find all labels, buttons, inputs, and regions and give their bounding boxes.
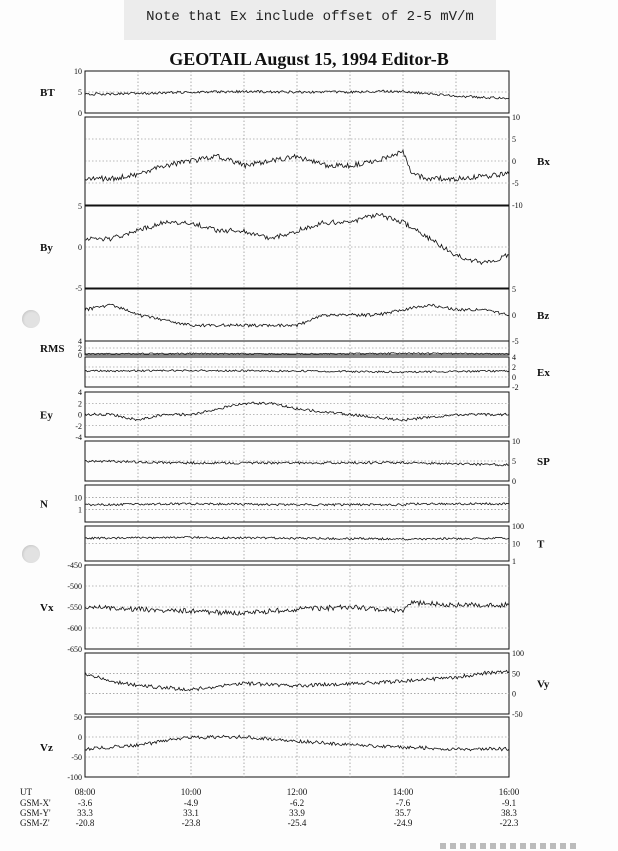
tick-label: 4 [78,388,82,397]
gsm-coordinate-value: 33.3 [77,808,93,818]
tick-label: 50 [512,669,520,679]
panel-label: By [40,242,53,254]
tick-label: 5 [78,202,82,211]
panel-vz [40,713,509,782]
time-tick-label: 14:00 [392,787,414,797]
panel-bx [85,113,550,210]
panel-label: Vy [537,678,550,691]
tick-label: -5 [512,179,519,188]
tick-label: -50 [71,753,82,762]
axis-row-label: GSM-Y' [20,808,51,818]
tick-label: -2 [75,421,82,431]
gsm-coordinate-value: 35.7 [395,808,411,818]
series-line-bt [85,90,509,99]
tick-label: 0 [78,733,82,742]
panel-label: SP [537,456,550,468]
series-line-ey [85,402,509,421]
panel-bz [85,285,549,346]
tick-label: -500 [67,582,82,591]
time-tick-label: 16:00 [498,787,520,797]
tick-label: 2 [78,399,82,409]
note-text: Note that Ex include offset of 2-5 mV/m [146,9,474,25]
tick-label: 2 [78,344,82,353]
tick-label: -5 [512,337,519,346]
panel-sp [85,437,550,486]
axis-row-label: UT [20,787,32,797]
panel-label: T [537,538,545,551]
tick-label: 0 [78,243,82,252]
panel-bt [40,67,509,118]
tick-label: 0 [78,410,82,420]
panel-label: Vx [40,602,54,614]
tick-label: 10 [512,437,520,446]
panel-vx [40,561,509,654]
panel-ex [85,353,550,392]
tick-label: 1 [512,557,516,566]
page-title: GEOTAIL August 15, 1994 Editor-B [169,49,449,69]
tick-label: 1 [78,505,82,515]
panel-label: N [40,498,48,511]
axis-row-label: GSM-Z' [20,818,50,828]
tick-label: 10 [74,493,82,503]
footer-stamp [440,843,580,849]
tick-label: 100 [512,522,524,531]
panel-label: RMS [40,343,65,355]
tick-label: 100 [512,649,524,658]
panel-vy [85,649,550,719]
tick-label: 0 [512,157,516,166]
tick-label: 5 [512,285,516,294]
tick-label: -4 [75,433,82,442]
gsm-coordinate-value: -20.8 [75,818,95,828]
tick-label: -50 [512,710,523,719]
tick-label: 0 [78,109,82,118]
gsm-coordinate-value: -4.9 [183,798,199,808]
time-tick-label: 10:00 [180,787,202,797]
gsm-coordinate-value: -6.2 [289,798,305,808]
panel-n [40,485,509,522]
panel-ey [40,388,509,442]
tick-label: -450 [67,561,82,570]
tick-label: 0 [512,689,516,699]
tick-label: 4 [78,337,82,346]
tick-label: -10 [512,201,523,210]
tick-label: 0 [512,477,516,486]
panel-label: Bx [537,156,550,168]
time-tick-label: 08:00 [74,787,96,797]
gsm-coordinate-value: -3.6 [77,798,93,808]
tick-label: 10 [512,113,520,122]
panel-label: Vz [40,742,53,754]
panel-frame [85,653,509,714]
tick-label: 5 [512,135,516,144]
tick-label: 2 [512,363,516,372]
axis-table [20,787,520,828]
tick-label: 0 [512,373,516,382]
gsm-coordinate-value: -9.1 [501,798,517,808]
gsm-coordinate-value: -22.3 [499,818,519,828]
panel-by [40,202,509,293]
gsm-coordinate-value: -25.4 [287,818,307,828]
panel-label: Ex [537,367,550,379]
panel-t [85,522,545,566]
panel-label: BT [40,87,55,99]
panel-frame [85,717,509,777]
gsm-coordinate-value: 33.9 [289,808,305,818]
tick-label: 0 [78,351,82,360]
tick-label: 50 [74,713,82,722]
axis-row-label: GSM-X' [20,798,51,808]
gsm-coordinate-value: -7.6 [395,798,411,808]
gsm-coordinate-value: -24.9 [393,818,413,828]
tick-label: 5 [512,457,516,466]
tick-label: 10 [74,67,82,76]
tick-label: 4 [512,353,516,362]
tick-label: 10 [512,539,520,549]
gsm-coordinate-value: -23.8 [181,818,201,828]
tick-label: -550 [67,603,82,612]
gsm-coordinate-value: 33.1 [183,808,199,818]
panel-label: Ey [40,409,53,422]
panel-label: Bz [537,310,550,322]
tick-label: 5 [78,88,82,97]
tick-label: -650 [67,645,82,654]
time-tick-label: 12:00 [286,787,308,797]
tick-label: -2 [512,383,519,392]
tick-label: -600 [67,624,82,633]
tick-label: 0 [512,311,516,320]
tick-label: -5 [75,284,82,293]
tick-label: -100 [67,773,82,782]
gsm-coordinate-value: 38.3 [501,808,517,818]
